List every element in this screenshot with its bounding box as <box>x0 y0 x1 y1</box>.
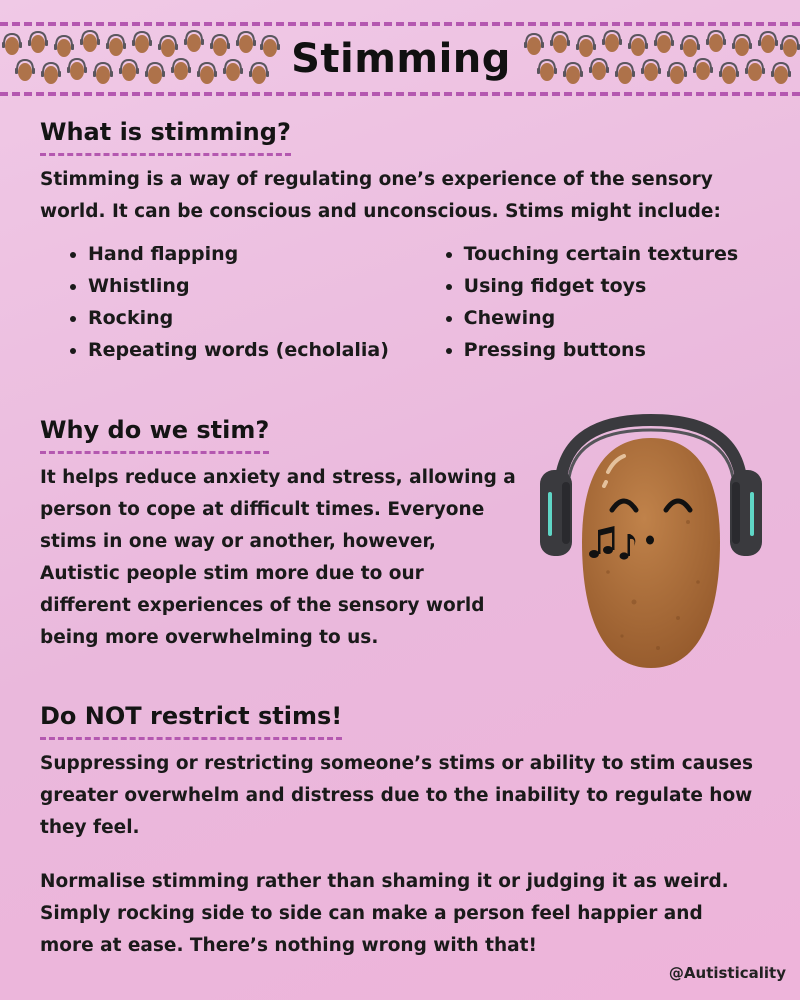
heading-what-is-stimming: What is stimming? <box>40 116 291 156</box>
heading-do-not-restrict: Do NOT restrict stims! <box>40 700 342 740</box>
list-item: Using fidget toys <box>444 270 760 302</box>
stim-examples <box>40 238 760 366</box>
list-item: Whistling <box>68 270 444 302</box>
what-is-stimming-text: Stimming is a way of regulating one’s experience of the sensory world. It can be conscious and unconscious. Stims might include: <box>40 169 721 222</box>
page-title: Stimming <box>291 36 511 82</box>
potato-pattern-right <box>522 30 800 88</box>
author-credit: @Autisticality <box>668 964 786 982</box>
list-item: Repeating words (echolalia) <box>68 334 444 366</box>
potato-with-headphones-icon <box>538 412 764 674</box>
potato-pattern-left <box>0 30 280 88</box>
list-item: Pressing buttons <box>444 334 760 366</box>
restrict-text-1: Suppressing or restricting someone’s stims or ability to stim causes greater overwhelm and distress due to the inability to regulate how they feel. <box>40 753 753 838</box>
list-item: Rocking <box>68 302 444 334</box>
title-banner <box>0 22 800 98</box>
banner-top-border <box>0 22 800 26</box>
why-do-we-stim-text: It helps reduce anxiety and stress, allowing a person to cope at difficult times. Everyone stims in one way or another, however, Autistic people stim more due to our different experiences of the sensory world being more overwhelming to us. <box>40 467 516 648</box>
list-item: Chewing <box>444 302 760 334</box>
stim-list-left <box>68 238 444 366</box>
section-do-not-restrict <box>40 700 760 962</box>
music-notes-icon <box>588 524 646 564</box>
list-item: Hand flapping <box>68 238 444 270</box>
banner-bottom-border <box>0 92 800 96</box>
section-why-do-we-stim <box>40 414 520 654</box>
restrict-text-2: Normalise stimming rather than shaming it or judging it as weird. Simply rocking side to side can make a person feel happier and more at ease. There’s nothing wrong with that! <box>40 871 729 956</box>
section-what-is-stimming <box>40 116 760 366</box>
list-item: Touching certain textures <box>444 238 760 270</box>
heading-why-do-we-stim: Why do we stim? <box>40 414 269 454</box>
stim-list-right <box>444 238 760 366</box>
